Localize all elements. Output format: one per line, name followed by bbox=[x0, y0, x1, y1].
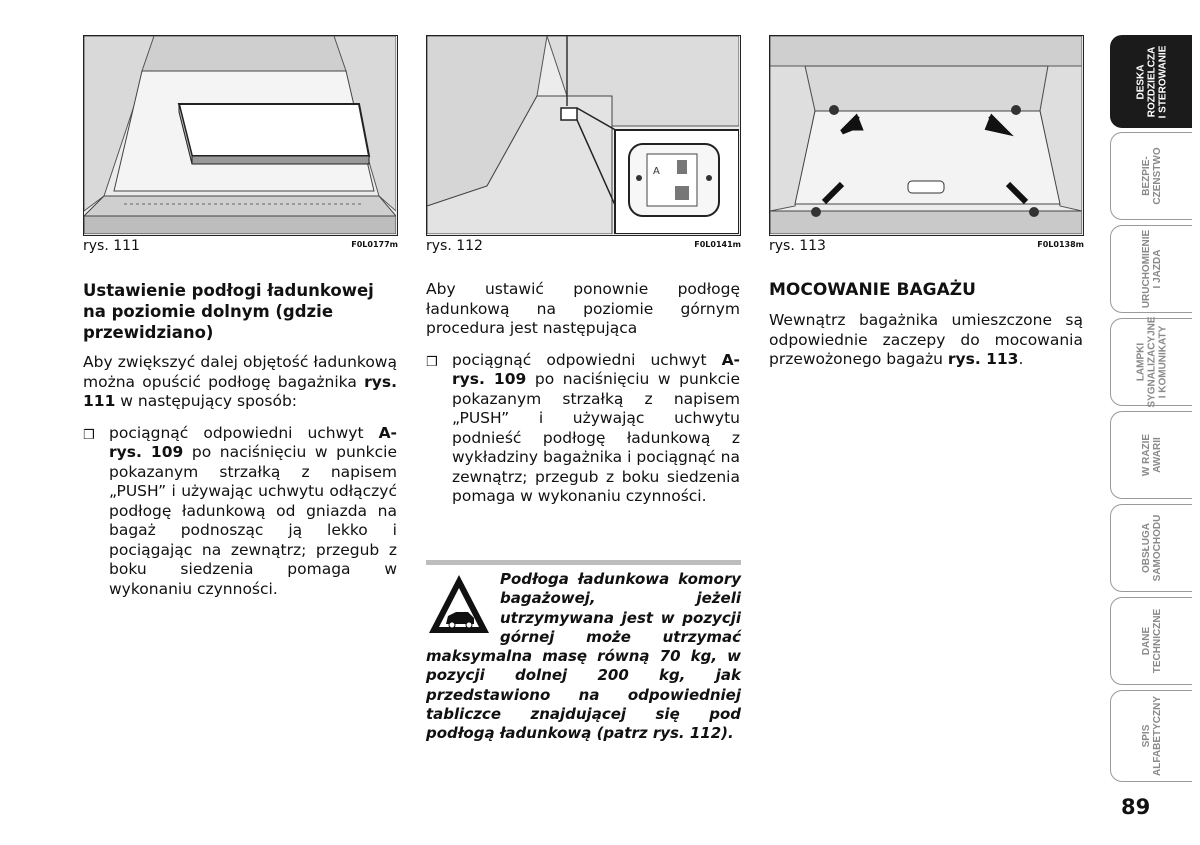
bullet-text bbox=[109, 424, 397, 600]
page-number: 89 bbox=[1121, 795, 1151, 819]
warning-triangle-icon bbox=[426, 572, 492, 636]
figure-reference: rys. 113 bbox=[947, 350, 1019, 368]
body-text: Wewnątrz bagażnika umieszczone są odpowiednie zaczepy do mocowania przewożonego bagażu bbox=[769, 311, 1083, 368]
tab-spis-alfabetyczny[interactable] bbox=[1110, 690, 1192, 782]
figure-reference: A-rys. 109 bbox=[109, 423, 397, 461]
tab-obsluga[interactable] bbox=[1110, 504, 1192, 592]
tab-label: SPIS ALFABETYCZNY bbox=[1140, 696, 1163, 776]
tab-uruchomienie[interactable] bbox=[1110, 225, 1192, 313]
column-3 bbox=[769, 280, 1083, 382]
tab-label: DANE TECHNICZNE bbox=[1140, 608, 1163, 674]
section-heading: MOCOWANIE BAGAŻU bbox=[769, 280, 976, 300]
figure-111-code: F0L0177m bbox=[351, 240, 398, 249]
bullet-text-end: po naciśnięciu w punkcie pokazanym strzałką z napisem „PUSH” i używając uchwytu odłączyć podłogę ładunkową od gniazda na bagaż podnosząc ją lekko i pociągając na zewnątrz; przegub z boku siedzenia pomaga w wykonaniu czynności. bbox=[109, 443, 397, 598]
intro-paragraph: Aby ustawić ponownie podłogę ładunkową na poziomie górnym procedura jest następująca bbox=[426, 280, 740, 337]
intro-text: Aby zwiększyć dalej objętość ładunkową można opuścić podłogę bagażnika bbox=[83, 353, 397, 391]
figure-113-code: F0L0138m bbox=[1037, 240, 1084, 249]
bullet-text-start: pociągnąć odpowiedni uchwyt bbox=[452, 350, 722, 369]
tab-lampki[interactable] bbox=[1110, 318, 1192, 406]
figure-112-caption: rys. 112 bbox=[426, 238, 483, 254]
warning-divider bbox=[426, 560, 741, 565]
figure-reference: A-rys. 109 bbox=[452, 350, 740, 388]
tab-label: OBSŁUGA SAMOCHODU bbox=[1140, 514, 1163, 582]
figure-reference: rys. 111 bbox=[83, 372, 397, 410]
body-paragraph bbox=[769, 311, 1083, 370]
column-2 bbox=[426, 280, 740, 507]
figure-112-image bbox=[426, 35, 741, 236]
figure-111-caption: rys. 111 bbox=[83, 238, 140, 254]
figure-113-image bbox=[769, 35, 1084, 236]
bullet-text-end: po naciśnięciu w punkcie pokazanym strzałką z napisem „PUSH” i używając uchwytu podnieść podłogę ładunkową z wykładziny bagażnika i pociągnąć na zewnątrz; przegub z boku siedzenia pomaga w wykonaniu czynności. bbox=[452, 370, 740, 505]
tab-deska-rozdzielcza[interactable] bbox=[1110, 35, 1192, 128]
bullet-text-start: pociągnąć odpowiedni uchwyt bbox=[109, 423, 379, 442]
tab-dane-techniczne[interactable] bbox=[1110, 597, 1192, 685]
tab-bezpieczenstwo[interactable] bbox=[1110, 132, 1192, 220]
bullet-item bbox=[426, 351, 740, 507]
figure-113-caption: rys. 113 bbox=[769, 238, 826, 254]
bullet-text bbox=[452, 351, 740, 507]
svg-text:A: A bbox=[653, 166, 660, 177]
body-text-end: . bbox=[1018, 350, 1024, 368]
checkbox-bullet-icon: ❒ bbox=[83, 427, 95, 443]
column-1 bbox=[83, 280, 397, 599]
tab-label: W RAZIE AWARII bbox=[1140, 433, 1163, 477]
tab-label: URUCHOMIENIE I JAZDA bbox=[1140, 229, 1163, 309]
tab-w-razie-awarii[interactable] bbox=[1110, 411, 1192, 499]
figure-112-code: F0L0141m bbox=[694, 240, 741, 249]
intro-paragraph bbox=[83, 353, 397, 412]
checkbox-bullet-icon: ❒ bbox=[426, 354, 438, 370]
figure-111-image bbox=[83, 35, 398, 236]
section-heading: Ustawienie podłogi ładunkowej na poziomie dolnym (gdzie przewidziano) bbox=[83, 281, 374, 342]
bullet-item bbox=[83, 424, 397, 600]
warning-text: Podłoga ładunkowa komory bagażowej, jeżeli utrzymywana jest w pozycji górnej może utrzymać maksymalna masę równą 70 kg, w pozycji dolnej 200 kg, jak przedstawiono na odpowiedniej tabliczce znajdującej się pod podłogą ładunkową (patrz rys. 112). bbox=[426, 570, 741, 743]
tab-label: BEZPIE- CZENSTWO bbox=[1140, 147, 1163, 205]
intro-text-end: w następujący sposób: bbox=[115, 392, 298, 410]
warning-box bbox=[426, 570, 741, 744]
tab-label: DESKA ROZDZIELCZA I STEROWANIE bbox=[1135, 45, 1168, 118]
tab-label: LAMPKI SYGNALIZACYJNE I KOMUNIKATY bbox=[1135, 316, 1168, 408]
